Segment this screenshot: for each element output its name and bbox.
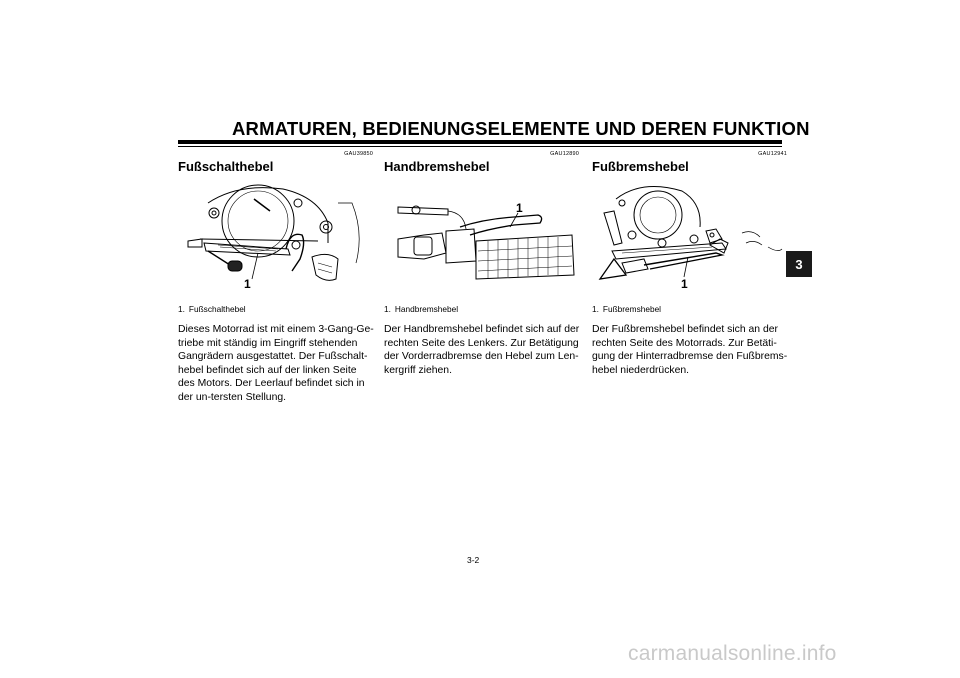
hand-brake-illustration [384,183,579,301]
page-number: 3-2 [467,555,480,565]
figure-caption [592,304,661,314]
section-code: GAU12941 [758,151,787,157]
section-code: GAU39850 [344,151,373,157]
section-body: Der Fußbremshebel befindet sich an der rechten Seite des Motorrads. Zur Betäti-gung der Hinterradbremse den Fußbrems-hebel niederdrücken. [592,324,788,376]
caption-text: Handbremshebel [394,304,459,314]
section-heading: Fußschalthebel [178,159,274,174]
section-heading: Handbremshebel [384,159,490,174]
section-body: Dieses Motorrad ist mit einem 3-Gang-Ge-triebe mit ständig im Eingriff stehenden Gangrädern ausgestattet. Der Fußschalt-hebel befindet sich auf der linken Seite des Motors. Der Leerlauf befindet sich in der un-tersten Stellung. [178,324,374,403]
caption-text: Fußbremshebel [602,304,662,314]
figure-caption [178,304,246,314]
caption-number: 1. [592,304,599,314]
section-heading: Fußbremshebel [592,159,689,174]
page-title: ARMATUREN, BEDIENUNGSELEMENTE UND DEREN FUNKTION [232,118,810,139]
caption-number: 1. [384,304,391,314]
header-rule [178,140,782,144]
caption-number: 1. [178,304,185,314]
header-rule-thin [178,146,782,147]
figure-callout-1: 1 [244,277,251,291]
section-body: Der Handbremshebel befindet sich auf der rechten Seite des Lenkers. Zur Betätigung der Vorderradbremse den Hebel zum Len-kergriff ziehen. [384,324,580,376]
caption-text: Fußschalthebel [188,304,246,314]
watermark-link[interactable]: carmanualsonline.info [628,642,837,665]
figure-caption [384,304,458,314]
chapter-tab[interactable]: 3 [786,251,812,277]
section-code: GAU12890 [550,151,579,157]
shift-pedal-illustration [178,183,373,301]
figure-callout-1: 1 [681,277,688,291]
foot-brake-illustration [592,183,787,301]
figure-callout-1: 1 [516,201,523,215]
